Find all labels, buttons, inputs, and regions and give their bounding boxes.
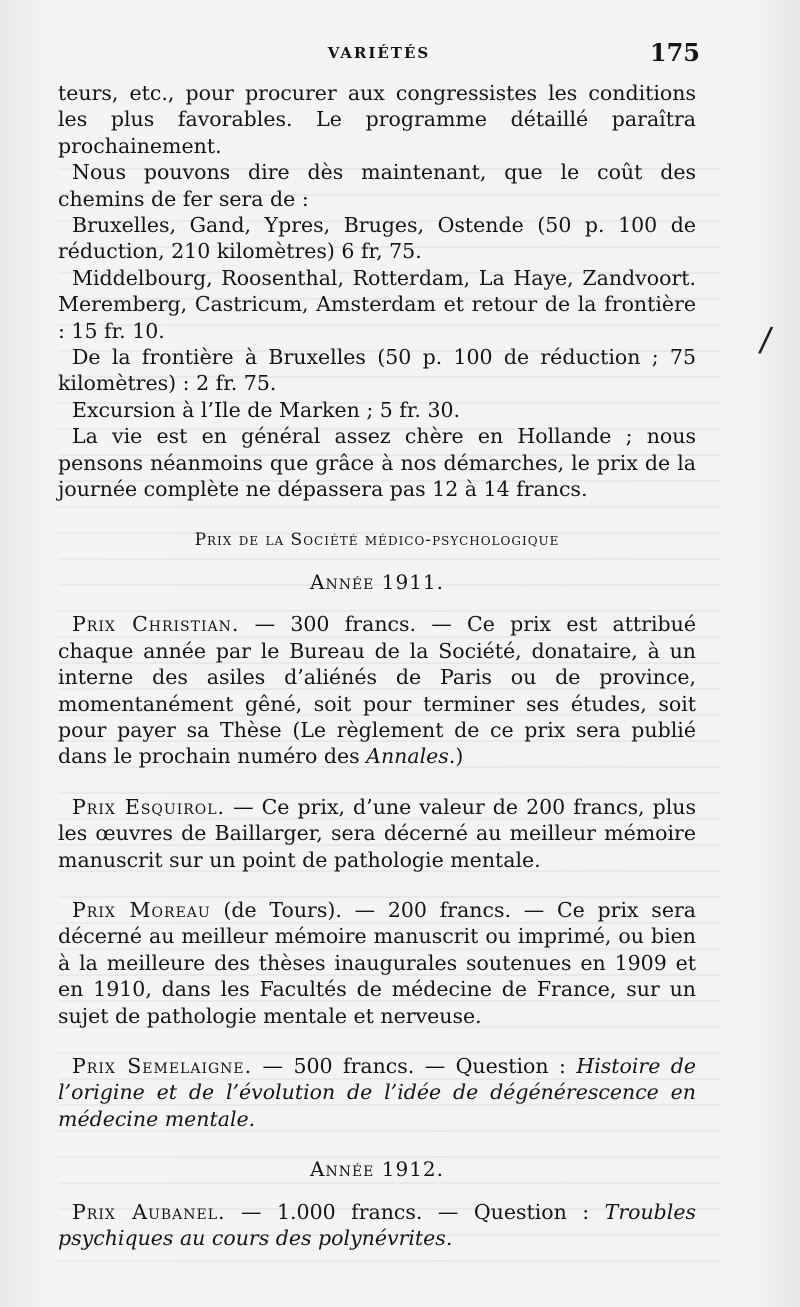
prize-semelaigne — [58, 1053, 696, 1132]
year-heading-1912: Année 1912. — [310, 1157, 444, 1182]
paragraph-continuation: teurs, etc., pour procurer aux congressistes les conditions les plus favorables. Le programme détaillé paraîtra prochainement. — [58, 81, 696, 158]
paragraph-excursion: Excursion à l’Ile de Marken ; 5 fr. 30. — [72, 397, 461, 422]
section-title: Prix de la Société médico-psychologique — [194, 529, 560, 550]
prize-aubanel-text: — 1.000 francs. — Question : — [225, 1199, 605, 1224]
paragraph-railway-costs-intro: Nous pouvons dire dès maintenant, que le coût des chemins de fer sera de : — [58, 160, 696, 211]
prize-aubanel — [58, 1199, 696, 1252]
prize-aubanel-question: Troubles psychiques au cours des polynévrites. — [58, 1199, 696, 1251]
prize-semelaigne-question: Histoire de l’origine et de l’évolution de l’idée de dégénérescence en médecine mentale. — [58, 1054, 696, 1131]
running-title: VARIÉTÉS — [327, 44, 431, 62]
prize-esquirol — [58, 794, 696, 873]
page-number: 175 — [649, 38, 700, 67]
prize-christian-name: Prix Christian. — [72, 612, 240, 637]
prize-christian-text-end: .) — [448, 744, 464, 769]
prize-christian — [58, 611, 696, 769]
margin-pencil-mark: / — [757, 319, 775, 361]
paragraph-route-netherlands: Middelbourg, Roosenthal, Rotterdam, La Haye, Zandvoort. Meremberg, Castricum, Amsterdam et retour de la frontière : 15 fr. 10. — [58, 265, 696, 343]
prize-semelaigne-text: — 500 francs. — Question : — [252, 1054, 577, 1078]
prize-christian-text: — 300 francs. — Ce prix est attribué chaque année par le Bureau de la Société, donataire, à un interne des asiles d’aliénés de Paris ou de province, momentanément gêné, soit pour terminer ses études, soit pour payer sa Thèse (Le règlement de ce prix sera publié dans le prochain numéro des — [58, 612, 696, 769]
paragraph-route-belgium: Bruxelles, Gand, Ypres, Bruges, Ostende (50 p. 100 de réduction, 210 kilomètres) 6 fr, 75. — [58, 213, 696, 264]
prize-moreau-text: (de Tours). — 200 francs. — Ce prix sera décerné au meilleur mémoire manuscrit ou imprimé, ou bien à la meilleure des thèses inaugurales soutenues en 1909 et en 1910, dans les Facultés de médecine de France, sur un sujet de pathologie mentale et nerveuse. — [58, 897, 696, 1028]
prize-esquirol-name: Prix Esquirol. — [72, 794, 226, 819]
prize-aubanel-name: Prix Aubanel. — [72, 1199, 226, 1224]
page-header — [58, 38, 700, 72]
prize-moreau — [58, 897, 696, 1029]
prize-semelaigne-name: Prix Semelaigne. — [72, 1054, 253, 1078]
year-heading-1911: Année 1911. — [310, 569, 444, 594]
prize-moreau-name: Prix Moreau — [72, 897, 211, 922]
paragraph-route-frontier: De la frontière à Bruxelles (50 p. 100 de réduction ; 75 kilomètres) : 2 fr. 75. — [58, 345, 696, 396]
paragraph-cost-of-living: La vie est en général assez chère en Hollande ; nous pensons néanmoins que grâce à nos démarches, le prix de la journée complète ne dépassera pas 12 à 14 francs. — [58, 424, 696, 502]
prize-christian-italic: Annales — [366, 744, 449, 769]
prize-esquirol-text: — Ce prix, d’une valeur de 200 francs, plus les œuvres de Baillarger, sera décerné au meilleur mémoire manuscrit sur un point de pathologie mentale. — [58, 794, 696, 872]
body-text — [58, 80, 696, 1251]
